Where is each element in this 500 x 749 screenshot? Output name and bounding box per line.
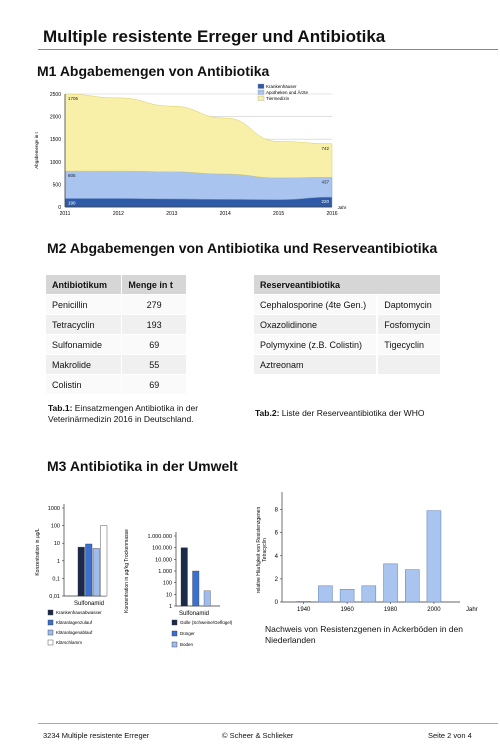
- m3b-legend-swatch: [172, 642, 177, 647]
- m3a-ytick-label: 0,01: [49, 594, 60, 600]
- m3b-legend-label: Boden: [180, 642, 194, 647]
- m2-heading: M2 Abgabemengen von Antibiotika und Reserveantibiotika: [47, 240, 438, 256]
- m1-data-label: 1706: [68, 95, 79, 101]
- m3-chart-soil: [120, 526, 254, 672]
- footer-divider: [38, 723, 498, 724]
- m3c-ytick-label: 0: [274, 600, 278, 606]
- m1-area-chart: [30, 82, 365, 222]
- m3b-bar: [181, 548, 188, 606]
- page-title: Multiple resistente Erreger und Antibiotika: [43, 27, 386, 46]
- m3a-bar: [86, 544, 93, 596]
- table1-row: [46, 355, 187, 375]
- table1-cell-name: Tetracyclin: [46, 315, 122, 335]
- m3c-bar: [340, 589, 354, 602]
- m3c-bar: [362, 586, 376, 602]
- m3-resistance-caption: Nachweis von Resistenzgenen in Ackerböden in den Niederlanden: [265, 624, 463, 645]
- table2-row: [254, 315, 441, 335]
- m1-legend-label: Krankenhäuser: [266, 84, 297, 89]
- m3b-legend-swatch: [172, 631, 177, 636]
- m1-xtick-label: 2013: [166, 211, 178, 217]
- table2-row: [254, 335, 441, 355]
- m1-ytick-label: 1000: [49, 159, 61, 166]
- reserveantibiotika-table: [253, 274, 441, 375]
- table1-cell-amount: 69: [122, 375, 187, 395]
- table1-cell-amount: 193: [122, 315, 187, 335]
- m3a-ytick-label: 0,1: [52, 576, 60, 583]
- m3a-legend-swatch: [48, 610, 53, 615]
- m3b-xaxis-label: Sulfonamid: [178, 611, 210, 617]
- title-divider: [38, 49, 498, 50]
- table1-header-antibiotikum: Antibiotikum: [46, 275, 122, 295]
- table2-cell: Daptomycin: [377, 295, 440, 315]
- table2-cell: Fosfomycin: [377, 315, 440, 335]
- m3a-ytick-label: 100: [50, 523, 60, 530]
- m3b-ytick-label: 10.000: [155, 557, 172, 564]
- m3b-ytick-label: 100.000: [152, 545, 172, 552]
- table2-cell: Polymyxine (z.B. Colistin): [254, 335, 378, 355]
- m3a-legend-label: Kläranlagenablauf: [56, 630, 93, 635]
- footer-right: Seite 2 von 4: [428, 731, 472, 740]
- m3a-bar: [93, 548, 100, 596]
- m3a-bar: [78, 547, 85, 596]
- m3b-yaxis-label: Konzentration in µg/kg Trockenmasse: [124, 529, 130, 613]
- m3-chart-water: [28, 496, 120, 664]
- m3a-ytick-label: 10: [53, 541, 60, 548]
- m1-data-label: 190: [68, 200, 76, 206]
- m1-area-2: [65, 94, 332, 178]
- m3b-ytick-label: 1.000: [158, 569, 172, 575]
- m3a-yaxis-label: Konzentration in µg/L: [35, 528, 41, 576]
- m1-ytick-label: 2500: [49, 92, 61, 98]
- m1-xtick-label: 2012: [112, 211, 124, 217]
- m3c-bar: [427, 511, 441, 602]
- m3b-ytick-label: 1: [168, 604, 172, 610]
- m1-ytick-label: 500: [52, 182, 61, 189]
- m3a-legend-swatch: [48, 640, 53, 645]
- table2-header: Reserveantibiotika: [254, 275, 441, 295]
- m1-ytick-label: 1500: [49, 137, 61, 144]
- m3c-yaxis-label-2: Tetracyclin: [262, 538, 268, 562]
- m1-legend-label: Tiermedizin: [266, 96, 290, 101]
- m3a-legend-swatch: [48, 620, 53, 625]
- m1-data-label: 437: [321, 179, 329, 185]
- m3c-xtick-label: 2000: [427, 607, 441, 613]
- m3c-bar: [297, 601, 311, 602]
- m3c-xaxis-label: Jahr: [466, 607, 478, 613]
- table2-row: [254, 355, 441, 375]
- m3c-bar: [318, 586, 332, 602]
- footer-center: © Scheer & Schlieker: [222, 731, 294, 740]
- m3c-xtick-label: 1980: [383, 607, 398, 613]
- m3a-legend-swatch: [48, 630, 53, 635]
- table2-cell: Cephalosporine (4te Gen.): [254, 295, 378, 315]
- m3a-legend-label: Klärschlamm: [56, 640, 83, 645]
- m1-ytick-label: 2000: [49, 114, 61, 121]
- m1-xtick-label: 2011: [59, 211, 71, 217]
- m1-legend-swatch: [258, 84, 264, 89]
- m1-xtick-label: 2014: [219, 211, 231, 217]
- m3a-legend-label: Kläranlagenzulauf: [56, 620, 93, 625]
- m3a-legend-label: Krankenhausabwasser: [56, 610, 102, 615]
- table1-cell-amount: 279: [122, 295, 187, 315]
- table1-cell-name: Makrolide: [46, 355, 122, 375]
- table2-cell: Aztreonam: [254, 355, 378, 375]
- m1-data-label: 742: [321, 145, 329, 151]
- m3b-bar: [204, 591, 211, 606]
- m3b-ytick-label: 1.000.000: [147, 534, 172, 540]
- m1-xtick-label: 2015: [273, 211, 285, 217]
- m3-heading: M3 Antibiotika in der Umwelt: [47, 458, 238, 474]
- table2-caption: Tab.2: Liste der Reserveantibiotika der WHO: [255, 408, 425, 418]
- m1-yaxis-label: Abgabemenge in t: [34, 132, 39, 169]
- m3c-yaxis-label: relative Häufigkeit von Resistenzgenen: [256, 506, 262, 594]
- m1-xaxis-label: Jahr: [337, 205, 347, 210]
- table1-cell-amount: 69: [122, 335, 187, 355]
- m3c-ytick-label: 8: [274, 507, 278, 514]
- m1-legend-swatch: [258, 96, 264, 101]
- m3b-legend-label: Dünger: [180, 631, 195, 636]
- m1-xtick-label: 2016: [326, 211, 338, 217]
- m3b-ytick-label: 10: [165, 592, 172, 599]
- m1-ytick-label: 0: [58, 205, 61, 211]
- footer-left: 3234 Multiple resistente Erreger: [43, 731, 150, 740]
- m3c-ytick-label: 2: [274, 576, 278, 583]
- table2-row: [254, 295, 441, 315]
- m1-legend-swatch: [258, 90, 264, 95]
- m3b-legend-swatch: [172, 620, 177, 625]
- table2-cell: Oxazolidinone: [254, 315, 378, 335]
- m1-data-label: 220: [321, 199, 329, 205]
- m1-heading: M1 Abgabemengen von Antibiotika: [37, 63, 270, 79]
- antibiotika-table: [45, 274, 187, 395]
- m1-legend-label: Apotheken und Ärzte: [266, 90, 309, 95]
- m3b-legend-label: Gülle (Schweine/Geflügel): [180, 620, 233, 625]
- table1-row: [46, 335, 187, 355]
- m3a-xaxis-label: Sulfonamid: [73, 601, 105, 607]
- m3a-ytick-label: 1000: [47, 506, 60, 512]
- table1-header-menge: Menge in t: [122, 275, 187, 295]
- table2-cell: Tigecyclin: [377, 335, 440, 355]
- m3a-ytick-label: 1: [56, 558, 60, 565]
- table1-cell-name: Colistin: [46, 375, 122, 395]
- table1-row: [46, 295, 187, 315]
- m3c-ytick-label: 4: [274, 553, 278, 560]
- m3c-bar: [405, 570, 419, 602]
- m3b-ytick-label: 100: [162, 580, 172, 587]
- m3c-bar: [384, 564, 398, 602]
- table1-cell-name: Penicillin: [46, 295, 122, 315]
- table1-row: [46, 375, 187, 395]
- m3b-bar: [193, 571, 200, 606]
- table1-cell-amount: 55: [122, 355, 187, 375]
- m3c-xtick-label: 1940: [297, 607, 311, 613]
- m3-chart-resistance: [254, 484, 480, 619]
- m3c-ytick-label: 6: [274, 530, 278, 537]
- m1-data-label: 605: [68, 173, 76, 179]
- table2-cell: [377, 355, 440, 375]
- table1-row: [46, 315, 187, 335]
- m3a-bar: [101, 526, 108, 596]
- m3c-xtick-label: 1960: [340, 607, 354, 613]
- table1-caption: Tab.1: Einsatzmengen Antibiotika in der Veterinärmedizin 2016 in Deutschland.: [48, 403, 199, 424]
- table1-cell-name: Sulfonamide: [46, 335, 122, 355]
